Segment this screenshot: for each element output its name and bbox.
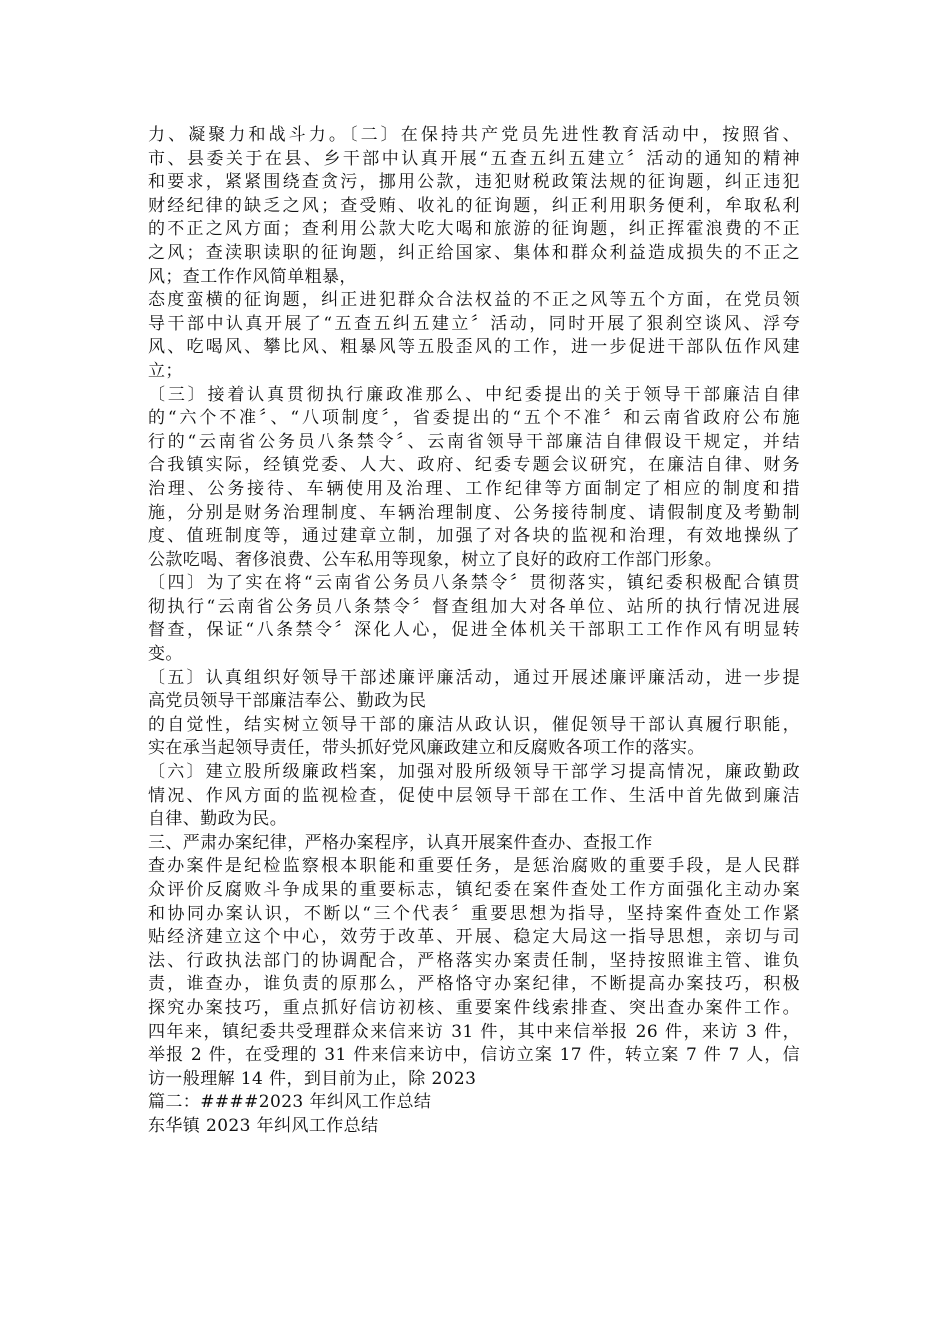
text-line: 〔六〕建立股所级廉政档案，加强对股所级领导干部学习提高情况，廉政勤政 (148, 762, 800, 783)
text-line: 行的“云南省公务员八条禁令〞、云南省领导干部廉洁自律假设干规定，并结 (148, 431, 800, 452)
text-line: 探究办案技巧，重点抓好信访初核、重要案件线索排查、突出查办案件工作。 (148, 997, 800, 1018)
text-line: 高党员领导干部廉洁奉公、勤政为民 (148, 691, 427, 712)
text-line: 和协同办案认识，不断以“三个代表〞重要思想为指导，坚持案件查处工作紧 (148, 903, 800, 924)
text-line: 立； (148, 360, 183, 381)
text-line: 态度蛮横的征询题，纠正进犯群众合法权益的不正之风等五个方面，在党员领 (148, 290, 800, 311)
text-line: 的自觉性，结实树立领导干部的廉洁从政认识，催促领导干部认真履行职能， (148, 714, 800, 735)
text-line: 风、吃喝风、攀比风、粗暴风等五股歪风的工作，进一步促进干部队伍作风建 (148, 337, 800, 358)
text-line: 彻执行“云南省公务员八条禁令〞督查组加大对各单位、站所的执行情况进展 (148, 596, 800, 617)
text-line: 实在承当起领导责任，带头抓好党风廉政建立和反腐败各项工作的落实。 (148, 738, 705, 759)
text-line: 施，分别是财务治理制度、车辆治理制度、公务接待制度、请假制度及考勤制 (148, 502, 800, 523)
text-line: 〔四〕为了实在将“云南省公务员八条禁令〞贯彻落实，镇纪委积极配合镇贯 (148, 573, 800, 594)
text-line: 合我镇实际，经镇党委、人大、政府、纪委专题会议研究，在廉洁自律、财务 (148, 455, 800, 476)
text-line: 治理、公务接待、车辆使用及治理、工作纪律等方面制定了相应的制度和措 (148, 478, 800, 499)
text-line: 〔三〕接着认真贯彻执行廉政准那么、中纪委提出的关于领导干部廉洁自律 (148, 384, 800, 405)
text-line: 〔五〕认真组织好领导干部述廉评廉活动，通过开展述廉评廉活动，进一步提 (148, 667, 800, 688)
text-line: 和要求，紧紧围绕查贪污，挪用公款，违犯财税政策法规的征询题，纠正违犯 (148, 172, 800, 193)
text-line: 导干部中认真开展了“五查五纠五建立〞活动，同时开展了狠刹空谈风、浮夸 (148, 313, 800, 334)
text-line: 度、值班制度等，通过建章立制，加强了对各块的监视和治理，有效地操纵了 (148, 526, 800, 547)
text-line: 查办案件是纪检监察根本职能和重要任务，是惩治腐败的重要手段，是人民群 (148, 856, 800, 877)
text-line: 督查，保证“八条禁令〞深化人心，促进全体机关干部职工工作作风有明显转 (148, 620, 800, 641)
text-line: 责，谁查办，谁负责的原那么，严格恪守办案纪律，不断提高办案技巧，积极 (148, 974, 800, 995)
text-line: 力、凝聚力和战斗力。〔二〕在保持共产党员先进性教育活动中，按照省、 (148, 125, 800, 145)
text-line: 众评价反腐败斗争成果的重要标志，镇纪委在案件查处工作方面强化主动办案 (148, 880, 800, 900)
text-line: 自律、勤政为民。 (148, 809, 288, 830)
section-heading: 篇二：####2023 年纠风工作总结 (148, 1092, 432, 1113)
text-line: 贴经济建立这个中心，效劳于改革、开展、稳定大局这一指导思想，亲切与司 (148, 927, 800, 948)
text-line: 财经纪律的缺乏之风；查受贿、收礼的征询题，纠正利用职务便利，牟取私利 (148, 195, 800, 216)
text-line: 访一般理解 14 件，到目前为止，除 2023 (148, 1068, 477, 1089)
text-line: 四年来，镇纪委共受理群众来信来访 31 件，其中来信举报 26 件，来访 3 件， (148, 1021, 800, 1042)
text-line: 风；查工作作风简单粗暴， (148, 266, 357, 287)
text-line: 举报 2 件，在受理的 31 件来信来访中，信访立案 17 件，转立案 7 件 7 人，信 (148, 1045, 800, 1066)
text-line: 变。 (148, 644, 183, 665)
text-line: 市、县委关于在县、乡干部中认真开展“五查五纠五建立〞活动的通知的精神 (148, 148, 800, 169)
section-heading: 三、严肃办案纪律，严格办案程序，认真开展案件查办、查报工作 (148, 832, 653, 853)
text-line: 法、行政执法部门的协调配合，严格落实办案责任制，坚持按照谁主管、谁负 (148, 950, 800, 971)
text-line: 情况、作风方面的监视检查，促使中层领导干部在工作、生活中首先做到廉洁 (148, 785, 800, 806)
text-line: 公款吃喝、奢侈浪费、公车私用等现象，树立了良好的政府工作部门形象。 (148, 549, 723, 570)
document-body (148, 124, 800, 1139)
text-line: 的“六个不准〞、“八项制度〞，省委提出的“五个不准〞和云南省政府公布施 (148, 408, 800, 429)
text-line: 的不正之风方面；查利用公款大吃大喝和旅游的征询题，纠正挥霍浪费的不正 (148, 219, 800, 240)
document-title: 东华镇 2023 年纠风工作总结 (148, 1115, 379, 1136)
text-line: 之风；查渎职读职的征询题，纠正给国家、集体和群众利益造成损失的不正之 (148, 242, 800, 263)
